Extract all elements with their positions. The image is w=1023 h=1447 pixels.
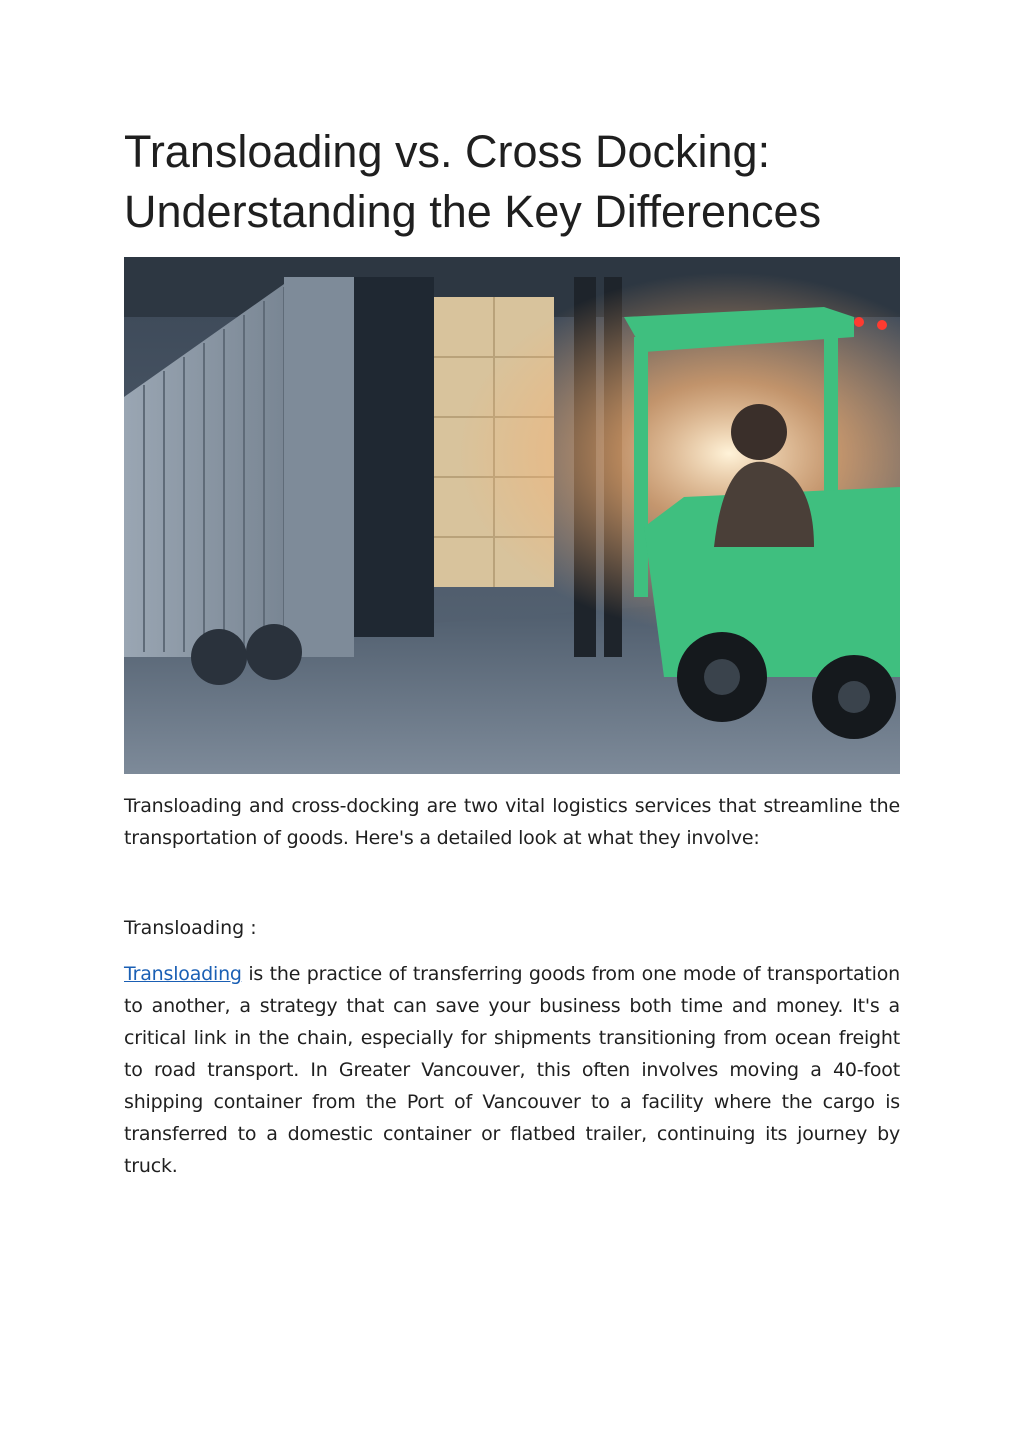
wheel-hub	[704, 659, 740, 695]
hero-image	[124, 257, 900, 774]
section-heading-transloading: Transloading :	[124, 917, 257, 939]
driver-head	[731, 404, 787, 460]
transloading-paragraph-text: is the practice of transferring goods from one mode of transportation to another, a strategy that can save your business both time and money. It's a critical link in the chain, especially for shipments transitioning from ocean freight to road transport. In Greater Vancouver, this often involves moving a 40-foot shipping container from the Port of Vancouver to a facility where the cargo is transferred to a domestic container or flatbed trailer, continuing its journey by truck.	[124, 963, 900, 1177]
intro-paragraph: Transloading and cross-docking are two vital logistics services that streamline the transportation of goods. Here's a detailed look at what they involve:	[124, 795, 900, 849]
warning-light	[877, 320, 887, 330]
forklift-loading-illustration	[124, 257, 900, 774]
title-line-2: Understanding the Key Differences	[124, 186, 822, 237]
title-line-1: Transloading vs. Cross Docking:	[124, 126, 771, 177]
wheel-hub	[838, 681, 870, 713]
forklift-pillar	[634, 337, 648, 597]
transloading-link[interactable]: Transloading	[124, 963, 242, 985]
warning-light	[854, 317, 864, 327]
page-title	[124, 122, 924, 242]
transloading-paragraph	[124, 958, 900, 1182]
